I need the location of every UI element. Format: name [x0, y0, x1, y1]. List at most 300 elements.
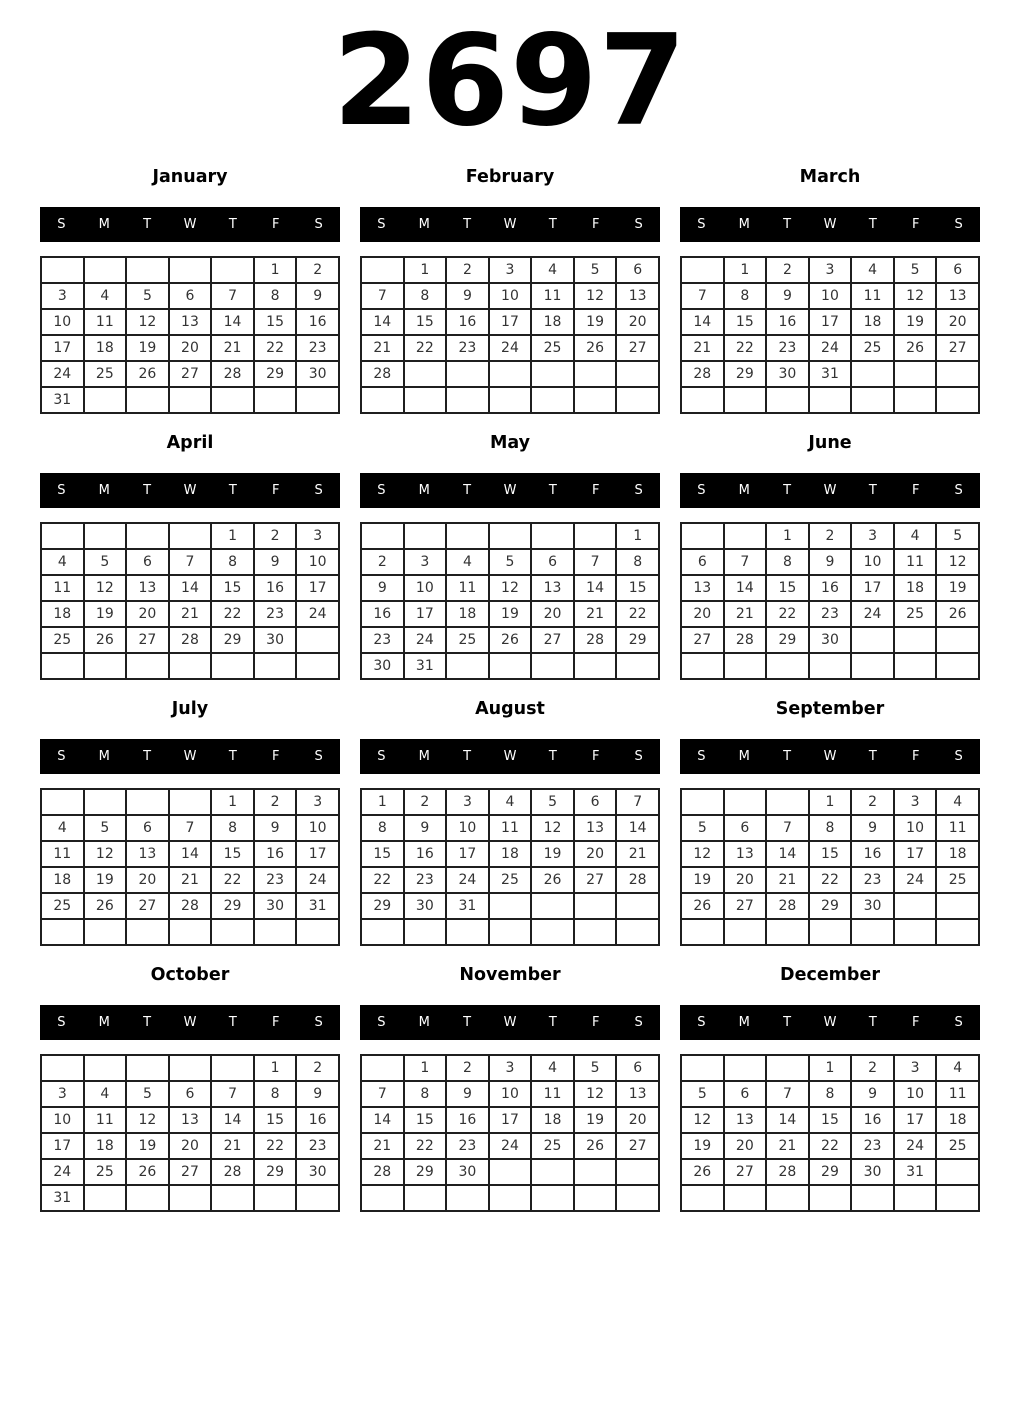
day-cell	[489, 653, 532, 679]
day-cell: 4	[936, 1055, 979, 1081]
weekday-header: S	[634, 1015, 643, 1030]
day-cell: 29	[616, 627, 659, 653]
day-cell: 28	[724, 627, 767, 653]
day-cell	[766, 1185, 809, 1211]
day-cell: 11	[446, 575, 489, 601]
day-cell: 28	[169, 893, 212, 919]
month-block	[40, 430, 340, 680]
week-row	[361, 1133, 659, 1159]
day-cell	[296, 387, 339, 413]
day-cell: 4	[531, 257, 574, 283]
day-cell	[126, 387, 169, 413]
day-cell	[851, 1185, 894, 1211]
day-cell: 5	[574, 257, 617, 283]
day-cell	[254, 919, 297, 945]
day-cell: 1	[766, 523, 809, 549]
day-cell: 22	[809, 867, 852, 893]
day-cell: 6	[574, 789, 617, 815]
weekday-header: W	[183, 483, 197, 498]
day-cell: 1	[211, 789, 254, 815]
day-cell: 30	[254, 893, 297, 919]
day-cell: 1	[616, 523, 659, 549]
day-cell	[489, 919, 532, 945]
day-cell: 11	[531, 1081, 574, 1107]
weekday-header-bar	[680, 207, 980, 242]
day-cell	[724, 1055, 767, 1081]
day-cell	[41, 919, 84, 945]
day-cell: 21	[169, 867, 212, 893]
day-cell	[361, 1185, 404, 1211]
day-cell: 24	[41, 361, 84, 387]
week-row	[361, 1159, 659, 1185]
day-cell: 27	[531, 627, 574, 653]
week-row	[41, 815, 339, 841]
day-cell	[126, 919, 169, 945]
day-cell	[404, 387, 447, 413]
weekday-header: M	[418, 1015, 430, 1030]
day-cell	[851, 627, 894, 653]
weekday-header: S	[314, 1015, 323, 1030]
day-cell	[404, 919, 447, 945]
week-row	[681, 653, 979, 679]
day-cell: 21	[766, 1133, 809, 1159]
week-row	[41, 575, 339, 601]
day-cell: 13	[681, 575, 724, 601]
weekday-header: F	[911, 749, 920, 764]
day-cell: 9	[446, 1081, 489, 1107]
weekday-header: S	[634, 749, 643, 764]
week-row	[41, 1133, 339, 1159]
weekday-header: M	[738, 749, 750, 764]
day-cell: 8	[404, 1081, 447, 1107]
months-grid	[40, 164, 980, 1212]
month-block	[40, 164, 340, 414]
day-cell	[809, 1185, 852, 1211]
day-cell: 30	[809, 627, 852, 653]
day-cell: 9	[446, 283, 489, 309]
day-cell: 22	[254, 1133, 297, 1159]
day-cell: 31	[296, 893, 339, 919]
day-cell: 19	[936, 575, 979, 601]
day-cell: 11	[531, 283, 574, 309]
day-cell: 11	[41, 575, 84, 601]
month-days-body	[41, 1055, 339, 1211]
day-cell: 11	[41, 841, 84, 867]
day-cell	[936, 893, 979, 919]
day-cell	[574, 919, 617, 945]
day-cell: 30	[766, 361, 809, 387]
day-cell: 23	[766, 335, 809, 361]
day-cell: 18	[84, 1133, 127, 1159]
month-days-body	[681, 523, 979, 679]
day-cell: 7	[211, 1081, 254, 1107]
day-cell	[574, 523, 617, 549]
weekday-header: S	[697, 217, 706, 232]
month-block	[680, 430, 980, 680]
day-cell: 20	[724, 1133, 767, 1159]
day-cell: 8	[809, 815, 852, 841]
day-cell: 19	[531, 841, 574, 867]
day-cell: 17	[446, 841, 489, 867]
day-cell	[531, 1185, 574, 1211]
week-row	[361, 893, 659, 919]
day-cell	[681, 1185, 724, 1211]
day-cell: 12	[681, 1107, 724, 1133]
day-cell: 17	[894, 841, 937, 867]
day-cell: 31	[404, 653, 447, 679]
weekday-header: W	[183, 1015, 197, 1030]
day-cell: 25	[41, 627, 84, 653]
day-cell	[724, 919, 767, 945]
day-cell: 5	[681, 815, 724, 841]
weekday-header: F	[271, 1015, 280, 1030]
day-cell: 29	[254, 361, 297, 387]
day-cell: 17	[41, 1133, 84, 1159]
weekday-header: T	[143, 483, 152, 498]
day-cell	[531, 387, 574, 413]
day-cell: 17	[296, 841, 339, 867]
day-cell: 9	[254, 549, 297, 575]
month-days-body	[681, 257, 979, 413]
weekday-header-bar	[680, 739, 980, 774]
week-row	[41, 1081, 339, 1107]
week-row	[41, 1055, 339, 1081]
day-cell: 9	[851, 815, 894, 841]
day-cell: 28	[766, 1159, 809, 1185]
day-cell: 26	[894, 335, 937, 361]
weekday-header: W	[503, 749, 517, 764]
month-block	[40, 696, 340, 946]
day-cell: 28	[574, 627, 617, 653]
day-cell: 18	[851, 309, 894, 335]
day-cell	[574, 387, 617, 413]
day-cell: 23	[446, 1133, 489, 1159]
day-cell: 5	[894, 257, 937, 283]
day-cell: 23	[254, 867, 297, 893]
month-days-body	[41, 523, 339, 679]
month-title: July	[171, 699, 209, 719]
day-cell	[531, 361, 574, 387]
day-cell	[489, 893, 532, 919]
day-cell: 15	[404, 309, 447, 335]
weekday-header: S	[697, 1015, 706, 1030]
day-cell: 15	[361, 841, 404, 867]
week-row	[681, 361, 979, 387]
day-cell	[169, 1185, 212, 1211]
day-cell: 6	[724, 1081, 767, 1107]
day-cell: 12	[84, 575, 127, 601]
day-cell	[446, 361, 489, 387]
weekday-header: S	[57, 217, 66, 232]
week-row	[681, 283, 979, 309]
day-cell: 3	[41, 283, 84, 309]
day-cell: 7	[766, 1081, 809, 1107]
day-cell: 19	[681, 1133, 724, 1159]
weekday-header: S	[377, 217, 386, 232]
month-block	[680, 164, 980, 414]
day-cell	[894, 919, 937, 945]
day-cell: 30	[446, 1159, 489, 1185]
day-cell: 29	[724, 361, 767, 387]
day-cell: 3	[894, 1055, 937, 1081]
day-cell: 7	[361, 283, 404, 309]
day-cell: 1	[211, 523, 254, 549]
day-cell: 25	[84, 1159, 127, 1185]
day-cell	[126, 257, 169, 283]
day-cell: 3	[894, 789, 937, 815]
day-cell: 22	[254, 335, 297, 361]
week-row	[41, 361, 339, 387]
month-days-table	[680, 256, 980, 414]
day-cell: 10	[446, 815, 489, 841]
day-cell: 20	[169, 335, 212, 361]
day-cell	[446, 387, 489, 413]
day-cell: 18	[531, 1107, 574, 1133]
day-cell: 28	[361, 1159, 404, 1185]
day-cell: 17	[489, 1107, 532, 1133]
day-cell: 23	[809, 601, 852, 627]
day-cell	[126, 523, 169, 549]
weekday-header: T	[228, 1015, 237, 1030]
month-days-table	[360, 522, 660, 680]
day-cell	[361, 523, 404, 549]
day-cell: 15	[809, 1107, 852, 1133]
day-cell: 27	[724, 893, 767, 919]
week-row	[41, 841, 339, 867]
day-cell: 30	[296, 361, 339, 387]
week-row	[681, 1133, 979, 1159]
month-days-table	[40, 522, 340, 680]
day-cell: 6	[936, 257, 979, 283]
year-title: 2697	[332, 6, 688, 154]
day-cell: 23	[851, 867, 894, 893]
day-cell: 7	[681, 283, 724, 309]
weekday-header: T	[868, 749, 877, 764]
day-cell: 14	[169, 575, 212, 601]
day-cell: 1	[361, 789, 404, 815]
day-cell: 27	[574, 867, 617, 893]
day-cell: 10	[851, 549, 894, 575]
week-row	[41, 919, 339, 945]
day-cell: 29	[766, 627, 809, 653]
day-cell: 6	[616, 1055, 659, 1081]
day-cell	[936, 653, 979, 679]
day-cell	[169, 1055, 212, 1081]
day-cell: 2	[809, 523, 852, 549]
day-cell: 10	[489, 283, 532, 309]
weekday-header: S	[954, 217, 963, 232]
day-cell	[169, 257, 212, 283]
day-cell: 27	[126, 627, 169, 653]
day-cell: 7	[169, 815, 212, 841]
day-cell: 27	[616, 335, 659, 361]
day-cell: 7	[361, 1081, 404, 1107]
day-cell	[616, 361, 659, 387]
day-cell	[84, 789, 127, 815]
weekday-header-bar	[680, 473, 980, 508]
weekday-header: F	[591, 749, 600, 764]
day-cell: 8	[211, 815, 254, 841]
day-cell: 1	[254, 1055, 297, 1081]
week-row	[361, 1185, 659, 1211]
day-cell: 12	[681, 841, 724, 867]
week-row	[681, 1185, 979, 1211]
day-cell: 9	[296, 283, 339, 309]
day-cell: 13	[936, 283, 979, 309]
day-cell: 11	[84, 309, 127, 335]
day-cell	[681, 919, 724, 945]
weekday-header: S	[57, 1015, 66, 1030]
day-cell: 26	[531, 867, 574, 893]
day-cell: 14	[681, 309, 724, 335]
day-cell: 29	[211, 627, 254, 653]
weekday-header: T	[548, 217, 557, 232]
day-cell: 4	[851, 257, 894, 283]
day-cell: 16	[404, 841, 447, 867]
month-days-body	[41, 789, 339, 945]
day-cell	[126, 653, 169, 679]
weekday-header: F	[271, 483, 280, 498]
weekday-header: T	[228, 217, 237, 232]
day-cell: 13	[724, 1107, 767, 1133]
weekday-header: F	[911, 483, 920, 498]
weekday-header-bar	[360, 1005, 660, 1040]
day-cell	[211, 653, 254, 679]
month-days-body	[681, 1055, 979, 1211]
day-cell	[574, 653, 617, 679]
day-cell	[254, 387, 297, 413]
day-cell: 5	[489, 549, 532, 575]
week-row	[41, 789, 339, 815]
week-row	[361, 283, 659, 309]
day-cell	[84, 653, 127, 679]
day-cell	[894, 387, 937, 413]
day-cell: 2	[766, 257, 809, 283]
day-cell	[531, 919, 574, 945]
day-cell: 24	[489, 1133, 532, 1159]
weekday-header: T	[783, 749, 792, 764]
day-cell	[41, 789, 84, 815]
day-cell: 8	[361, 815, 404, 841]
day-cell: 4	[531, 1055, 574, 1081]
day-cell	[84, 523, 127, 549]
day-cell: 3	[489, 257, 532, 283]
day-cell: 28	[766, 893, 809, 919]
day-cell: 20	[616, 1107, 659, 1133]
week-row	[681, 1055, 979, 1081]
day-cell: 23	[296, 1133, 339, 1159]
weekday-header: F	[271, 217, 280, 232]
day-cell: 10	[41, 1107, 84, 1133]
day-cell: 5	[936, 523, 979, 549]
week-row	[361, 257, 659, 283]
month-title: April	[166, 433, 214, 453]
day-cell	[809, 919, 852, 945]
day-cell: 6	[681, 549, 724, 575]
weekday-header: T	[228, 749, 237, 764]
day-cell: 13	[724, 841, 767, 867]
weekday-header: W	[503, 217, 517, 232]
week-row	[361, 523, 659, 549]
day-cell: 7	[616, 789, 659, 815]
weekday-header: T	[868, 483, 877, 498]
day-cell: 28	[211, 361, 254, 387]
day-cell: 24	[404, 627, 447, 653]
day-cell: 15	[809, 841, 852, 867]
day-cell: 18	[489, 841, 532, 867]
day-cell: 11	[936, 815, 979, 841]
day-cell: 8	[724, 283, 767, 309]
day-cell: 20	[681, 601, 724, 627]
day-cell: 24	[851, 601, 894, 627]
weekday-header: T	[143, 217, 152, 232]
day-cell: 1	[254, 257, 297, 283]
day-cell	[41, 653, 84, 679]
day-cell: 17	[41, 335, 84, 361]
day-cell: 12	[489, 575, 532, 601]
month-days-body	[361, 1055, 659, 1211]
day-cell: 24	[894, 867, 937, 893]
day-cell: 4	[84, 1081, 127, 1107]
day-cell: 27	[616, 1133, 659, 1159]
day-cell: 28	[169, 627, 212, 653]
day-cell: 2	[851, 1055, 894, 1081]
day-cell: 27	[126, 893, 169, 919]
day-cell	[446, 653, 489, 679]
day-cell: 14	[766, 841, 809, 867]
day-cell: 20	[724, 867, 767, 893]
month-days-table	[360, 1054, 660, 1212]
day-cell: 27	[936, 335, 979, 361]
day-cell: 24	[489, 335, 532, 361]
day-cell: 30	[254, 627, 297, 653]
day-cell	[894, 893, 937, 919]
day-cell: 6	[724, 815, 767, 841]
day-cell	[766, 919, 809, 945]
day-cell: 26	[489, 627, 532, 653]
weekday-header: S	[954, 483, 963, 498]
day-cell: 6	[169, 1081, 212, 1107]
day-cell: 2	[404, 789, 447, 815]
day-cell: 19	[894, 309, 937, 335]
day-cell: 18	[41, 601, 84, 627]
day-cell	[211, 257, 254, 283]
day-cell: 8	[766, 549, 809, 575]
week-row	[681, 893, 979, 919]
day-cell: 12	[531, 815, 574, 841]
day-cell	[446, 523, 489, 549]
week-row	[681, 309, 979, 335]
week-row	[41, 867, 339, 893]
day-cell: 15	[254, 309, 297, 335]
day-cell: 8	[809, 1081, 852, 1107]
day-cell	[84, 1055, 127, 1081]
day-cell: 25	[936, 867, 979, 893]
day-cell	[446, 1185, 489, 1211]
day-cell: 16	[766, 309, 809, 335]
day-cell: 10	[296, 549, 339, 575]
day-cell: 6	[169, 283, 212, 309]
day-cell: 14	[211, 309, 254, 335]
day-cell	[616, 1185, 659, 1211]
day-cell: 10	[894, 815, 937, 841]
day-cell	[616, 1159, 659, 1185]
day-cell: 19	[84, 867, 127, 893]
day-cell: 9	[361, 575, 404, 601]
day-cell: 14	[766, 1107, 809, 1133]
day-cell: 2	[851, 789, 894, 815]
weekday-header: M	[738, 483, 750, 498]
